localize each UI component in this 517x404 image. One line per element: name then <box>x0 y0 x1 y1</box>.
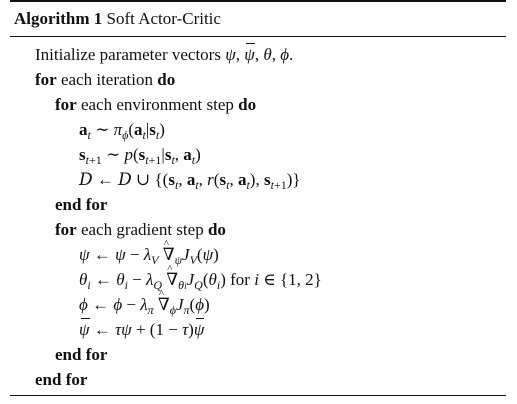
kw-for: for <box>55 95 77 114</box>
line-for-env-step <box>10 92 506 117</box>
line-initialize: Initialize parameter vectors ψ, ψ, θ, ϕ. <box>10 42 506 67</box>
env-step-text: each environment step <box>76 95 239 114</box>
line-update-target: ψ ← τψ + (1 − τ)ψ <box>10 317 506 342</box>
iteration-text: each iteration <box>56 70 158 89</box>
kw-end-for: end for <box>55 195 108 214</box>
algorithm-label: Algorithm 1 <box>14 9 103 28</box>
grad-step-text: each gradient step <box>76 220 208 239</box>
for-i-text: for <box>225 270 255 289</box>
line-sample-state: $s_{t+1}$ ∼ $p(s_{t+1}|s_t$, $a_t$) <box>79 145 201 167</box>
line-end-for-iteration <box>10 367 506 392</box>
line-for-iteration <box>10 67 506 92</box>
kw-do: do <box>238 95 257 114</box>
line-end-for-env <box>10 192 506 217</box>
line-update-psi: ψ ← $\psi - \lambda_V$ ^ $\nabla_\psi J_V(\psi)$ <box>10 242 506 267</box>
kw-do: do <box>157 70 176 89</box>
line-update-theta: $\theta_i$ ← $\theta_i - \lambda_Q$ ^ $\nabla_{\theta i}J_Q(\theta_i)$ for i ∈ {1, 2} <box>10 267 506 292</box>
kw-end-for: end for <box>55 345 108 364</box>
algorithm-name: Soft Actor-Critic <box>106 9 221 28</box>
kw-for: for <box>55 220 77 239</box>
init-text: Initialize parameter vectors <box>35 45 226 64</box>
algorithm-caption <box>10 2 506 36</box>
kw-for: for <box>35 70 57 89</box>
kw-end-for: end for <box>35 370 88 389</box>
line-for-grad-step <box>10 217 506 242</box>
algorithm-body <box>10 37 506 395</box>
algorithm-block <box>10 0 506 396</box>
line-sample-action: $a_t$ ∼ $\pi_\phi(a_t|s_t)$ <box>79 120 165 142</box>
line-store-transition: D ← D ∪ {($s_t$, $a_t$, $r(s_t$, $a_t$), $s_{t+1}$)} <box>79 170 301 192</box>
line-update-phi: ϕ ← $\phi - \lambda_\pi$ ^ $\nabla_\phi J_\pi(\phi)$ <box>10 292 506 317</box>
kw-do: do <box>207 220 226 239</box>
bottom-rule <box>10 395 506 396</box>
line-end-for-grad <box>10 342 506 367</box>
